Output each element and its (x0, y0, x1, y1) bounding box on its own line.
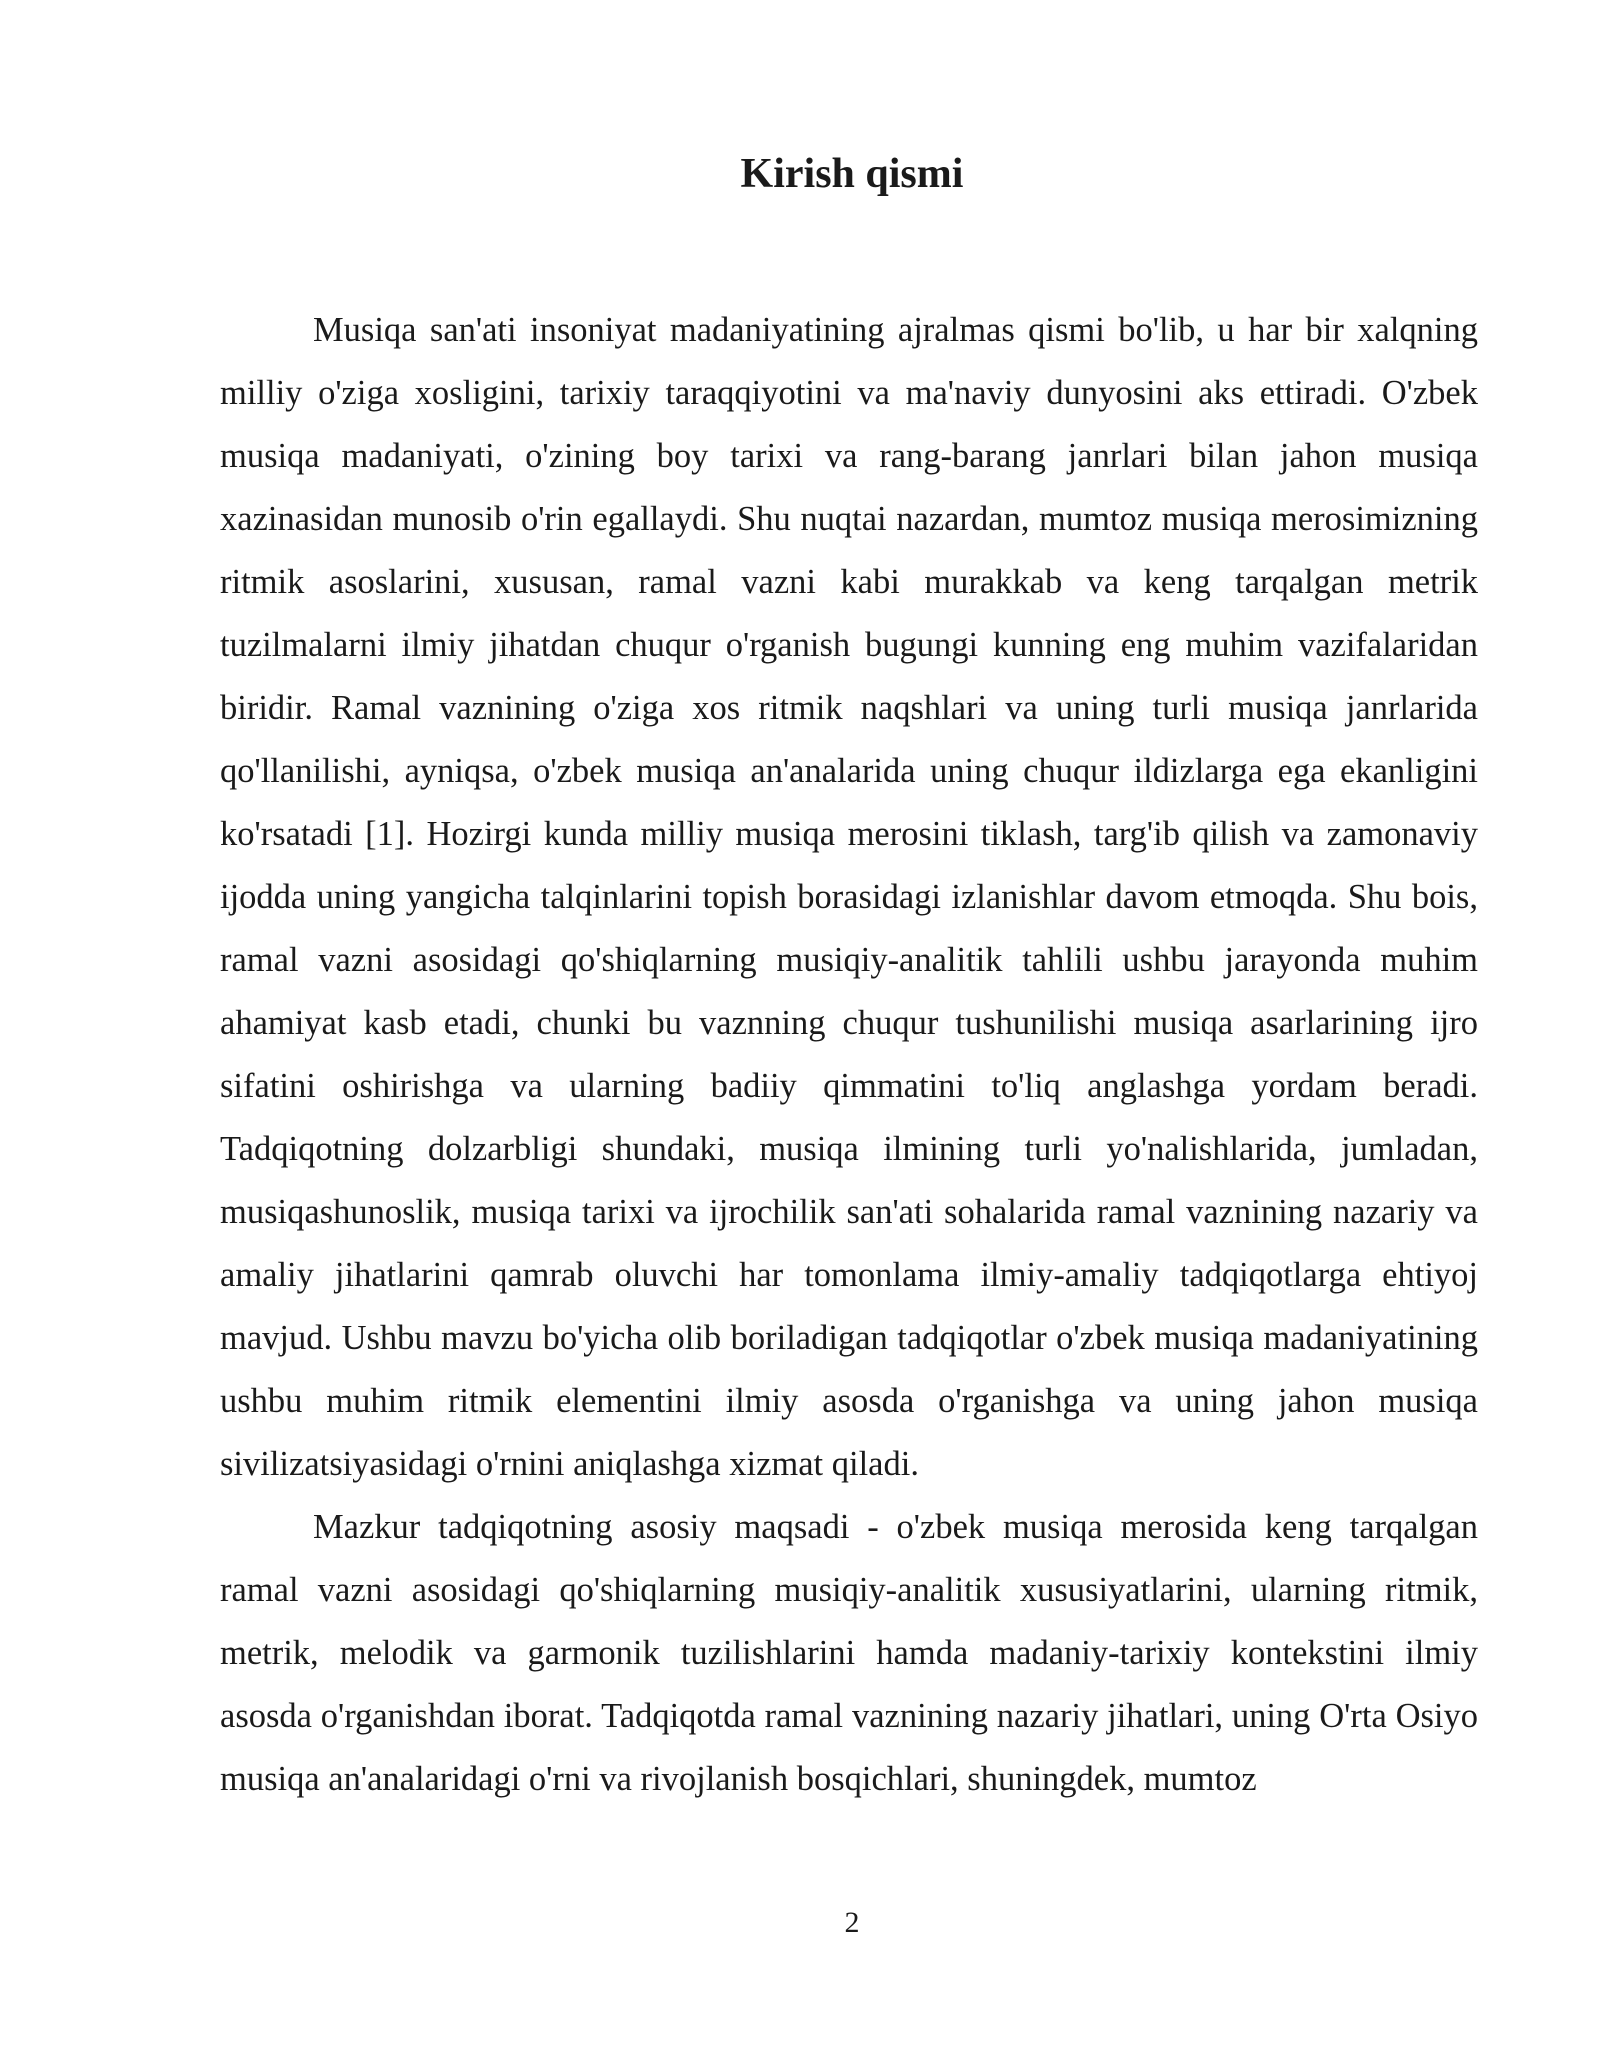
body-text (220, 299, 1478, 1811)
page-title: Kirish qismi (740, 151, 964, 197)
paragraph-research-aim: Mazkur tadqiqotning asosiy maqsadi - o'zbek musiqa merosida keng tarqalgan ramal vazni asosidagi qo'shiqlarning musiqiy-analitik xususiyatlarini, ularning ritmik, metrik, melodik va garmonik tuzilishlarini hamda madaniy-tarixiy kontekstini ilmiy asosda o'rganishdan iborat. Tadqiqotda ramal vaznining nazariy jihatlari, uning O'rta Osiyo musiqa an'analaridagi o'rni va rivojlanish bosqichlari, shuningdek, mumtoz (220, 1508, 1478, 1798)
paragraph-introduction: Musiqa san'ati insoniyat madaniyatining ajralmas qismi bo'lib, u har bir xalqning milliy o'ziga xosligini, tarixiy taraqqiyotini va ma'naviy dunyosini aks ettiradi. O'zbek musiqa madaniyati, o'zining boy tarixi va rang-barang janrlari bilan jahon musiqa xazinasidan munosib o'rin egallaydi. Shu nuqtai nazardan, mumtoz musiqa merosimizning ritmik asoslarini, xususan, ramal vazni kabi murakkab va keng tarqalgan metrik tuzilmalarni ilmiy jihatdan chuqur o'rganish bugungi kunning eng muhim vazifalaridan biridir. Ramal vaznining o'ziga xos ritmik naqshlari va uning turli musiqa janrlarida qo'llanilishi, ayniqsa, o'zbek musiqa an'analarida uning chuqur ildizlarga ega ekanligini ko'rsatadi [1]. Hozirgi kunda milliy musiqa merosini tiklash, targ'ib qilish va zamonaviy ijodda uning yangicha talqinlarini topish borasidagi izlanishlar davom etmoqda. Shu bois, ramal vazni asosidagi qo'shiqlarning musiqiy-analitik tahlili ushbu jarayonda muhim ahamiyat kasb etadi, chunki bu vaznning chuqur tushunilishi musiqa asarlarining ijro sifatini oshirishga va ularning badiiy qimmatini to'liq anglashga yordam beradi. Tadqiqotning dolzarbligi shundaki, musiqa ilmining turli yo'nalishlarida, jumladan, musiqashunoslik, musiqa tarixi va ijrochilik san'ati sohalarida ramal vaznining nazariy va amaliy jihatlarini qamrab oluvchi har tomonlama ilmiy-amaliy tadqiqotlarga ehtiyoj mavjud. Ushbu mavzu bo'yicha olib boriladigan tadqiqotlar o'zbek musiqa madaniyatining ushbu muhim ritmik elementini ilmiy asosda o'rganishga va uning jahon musiqa sivilizatsiyasidagi o'rnini aniqlashga xizmat qiladi. (220, 311, 1478, 1483)
page-number: 2 (844, 1906, 860, 1939)
